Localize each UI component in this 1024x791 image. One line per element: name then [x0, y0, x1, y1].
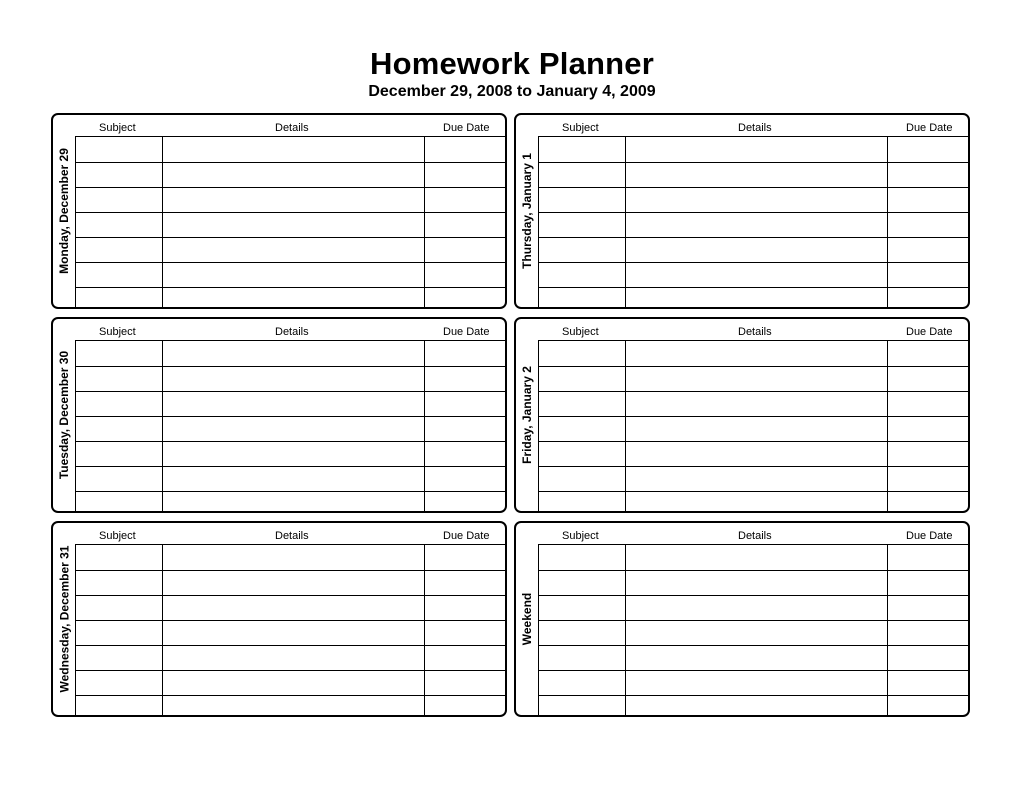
table-row	[76, 466, 505, 467]
table-row	[539, 187, 968, 188]
table-row	[539, 595, 968, 596]
due-date-header: Due Date	[443, 530, 490, 542]
details-header: Details	[275, 122, 309, 134]
table-row	[76, 391, 505, 392]
subject-header: Subject	[562, 122, 599, 134]
day-label-text: Wednesday, December 31	[57, 545, 71, 693]
table-row	[539, 162, 968, 163]
day-panel	[51, 521, 507, 717]
table-row	[539, 287, 968, 288]
due-date-header: Due Date	[906, 326, 953, 338]
details-header: Details	[275, 326, 309, 338]
table-row	[76, 366, 505, 367]
table-row	[539, 645, 968, 646]
day-panel	[514, 113, 970, 309]
table-row	[76, 162, 505, 163]
due-date-header: Due Date	[443, 326, 490, 338]
day-label	[53, 319, 75, 511]
homework-table	[538, 136, 968, 307]
table-row	[76, 491, 505, 492]
homework-table	[538, 340, 968, 511]
day-panel	[51, 317, 507, 513]
table-row	[539, 391, 968, 392]
table-row	[76, 670, 505, 671]
page-title: Homework Planner	[369, 46, 654, 81]
date-range: December 29, 2008 to January 4, 2009	[368, 83, 656, 100]
table-row	[76, 212, 505, 213]
subject-header: Subject	[562, 326, 599, 338]
due-date-header: Due Date	[443, 122, 490, 134]
table-row	[539, 262, 968, 263]
table-row	[76, 237, 505, 238]
day-label	[516, 319, 538, 511]
details-header: Details	[275, 530, 309, 542]
day-label	[516, 523, 538, 715]
table-row	[539, 237, 968, 238]
table-row	[539, 466, 968, 467]
table-row	[539, 441, 968, 442]
subject-header: Subject	[99, 326, 136, 338]
table-row	[76, 416, 505, 417]
table-row	[539, 570, 968, 571]
homework-table	[75, 340, 505, 511]
table-row	[539, 416, 968, 417]
table-row	[76, 287, 505, 288]
table-row	[76, 645, 505, 646]
day-panel	[514, 317, 970, 513]
day-panel	[51, 113, 507, 309]
table-row	[76, 595, 505, 596]
table-row	[76, 620, 505, 621]
day-panel	[514, 521, 970, 717]
day-label	[516, 115, 538, 307]
homework-table	[75, 544, 505, 715]
table-row	[76, 695, 505, 696]
day-label-text: Tuesday, December 30	[57, 350, 72, 480]
table-row	[76, 570, 505, 571]
due-date-header: Due Date	[906, 530, 953, 542]
subject-header: Subject	[562, 530, 599, 542]
homework-table	[538, 544, 968, 715]
subject-header: Subject	[99, 530, 136, 542]
homework-table	[75, 136, 505, 307]
day-label-text: Thursday, January 1	[520, 153, 535, 269]
table-row	[539, 366, 968, 367]
day-label-text: Weekend	[520, 592, 534, 646]
day-label	[53, 523, 75, 715]
table-row	[539, 695, 968, 696]
table-row	[539, 620, 968, 621]
details-header: Details	[738, 122, 772, 134]
table-row	[76, 441, 505, 442]
due-date-header: Due Date	[906, 122, 953, 134]
table-row	[76, 262, 505, 263]
table-row	[539, 212, 968, 213]
day-label-text: Monday, December 29	[57, 148, 72, 274]
day-label	[53, 115, 75, 307]
table-row	[539, 670, 968, 671]
details-header: Details	[738, 530, 772, 542]
day-label-text: Friday, January 2	[520, 366, 535, 464]
subject-header: Subject	[99, 122, 136, 134]
details-header: Details	[738, 326, 772, 338]
table-row	[76, 187, 505, 188]
table-row	[539, 491, 968, 492]
